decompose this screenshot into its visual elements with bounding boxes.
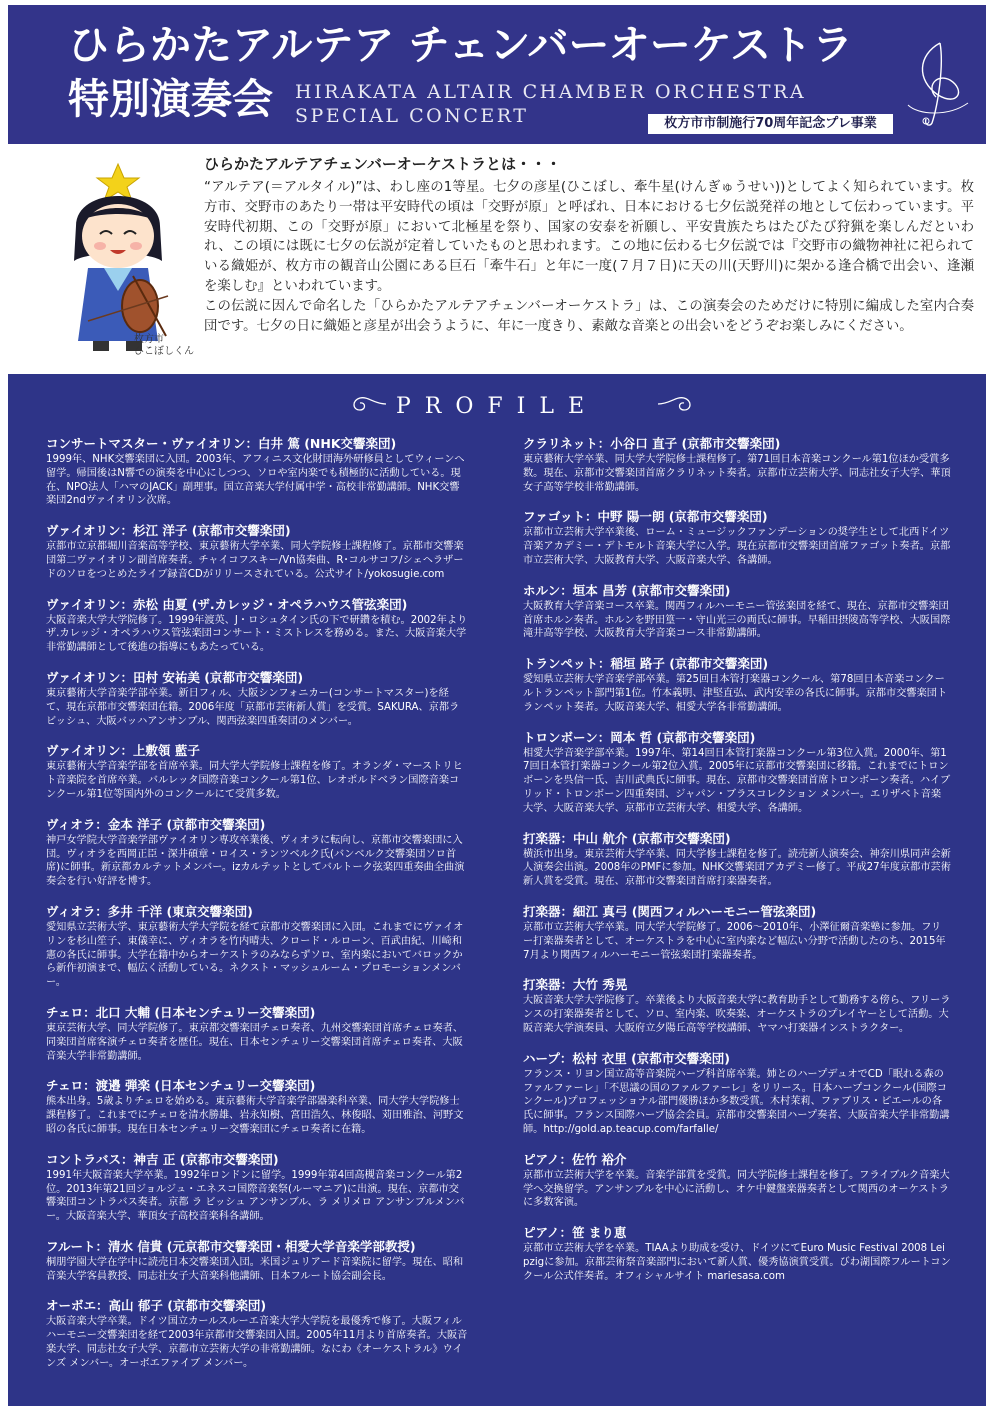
- musician-bio: 大阪教育大学音楽コース卒業。関西フィルハーモニー管弦楽団を経て、現在、京都市交響楽団首席ホルン奏者。ホルンを野田篁一・守山光三の両氏に師事。早稲田摂陵高等学校、大阪国際滝井高等学校、大阪教育大学音楽コース非常勤講師。: [523, 600, 951, 640]
- profile-entry: [523, 1152, 951, 1210]
- profile-entry: [46, 1152, 468, 1224]
- musician-name: ハープ：松村 衣里 (京都市交響楽団): [523, 1050, 731, 1066]
- profile-entry: [46, 597, 468, 655]
- musician-bio: 東京芸術大学、同大学院修了。東京都交響楽団チェロ奏者、九州交響楽団首席チェロ奏者、同楽団首席客演チェロ奏者を歴任。現在、日本センチュリー交響楽団首席チェロ奏者、大阪音楽大学非常勤講師。: [46, 1022, 464, 1062]
- musician-bio: 大阪音楽大学卒業。ドイツ国立カールスルーエ音楽大学大学院を最優秀で修了。大阪フィルハーモニー交響楽団を経て2003年京都市交響楽団入団。2005年11月より首席奏者。大阪音楽大学、同志社女子大学、京都市立芸術大学の非常勤講師。なにわ《オーケストラル》ウインズ メンバー。オーボエファイブ メンバー。: [46, 1316, 468, 1369]
- musician-name: チェロ：北口 大輔 (日本センチュリー交響楽団): [46, 1004, 316, 1020]
- profile-entry: [523, 977, 951, 1035]
- musician-bio: 1999年、NHK交響楽団に入団。2003年、アフィニス文化財団海外研修員としてウィーンへ留学。帰国後はN響での演奏を中心にしつつ、ソロや室内楽でも積極的に活動している。現在、NPO法人「ハマのJACK」副理事。国立音楽大学付属中学・高校非常勤講師。NHK交響楽団2ndヴァイオリン次席。: [46, 454, 465, 507]
- title-english-line2: SPECIAL CONCERT: [295, 105, 529, 127]
- musician-name: トランペット：稲垣 路子 (京都市交響楽団): [523, 656, 769, 672]
- header-banner: [8, 5, 986, 144]
- intro-heading: ひらかたアルテアチェンバーオーケストラとは・・・: [204, 155, 562, 173]
- profile-entry: [523, 730, 951, 816]
- musician-name: オーボエ：高山 郁子 (京都市交響楽団): [46, 1298, 267, 1314]
- musician-name: ヴァイオリン：田村 安祐美 (京都市交響楽団): [46, 669, 304, 685]
- musician-bio: 京都市立京都堀川音楽高等学校、東京藝術大学卒業、同大学院修士課程修了。京都市交響楽団第二ヴァイオリン副首席奏者。チャイコフスキー/Vn協奏曲、R･コルサコフ/シェヘラザードのソロをつとめたライブ録音CDがリリースされている。公式サイト/yokosugie.com: [46, 541, 464, 580]
- profile-column-right: [523, 436, 951, 1298]
- profile-entry: [46, 817, 468, 889]
- musician-bio: 京都市立芸術大学卒業後、ローム・ミュージックファンデーションの奨学生として北西ドイツ音楽アカデミー・デトモルト音楽大学に入学。現在京都市交響楽団首席ファゴット奏者。京都市立芸術大学、大阪教育大学、大阪音楽大学、各講師。: [523, 527, 951, 566]
- musician-bio: 神戸女学院大学音楽学部ヴァイオリン専攻卒業後、ヴィオラに転向し、京都市交響楽団に入団。ヴィオラを西岡正臣・深井碩章・ロイス・ランツベルク氏(バンベルク交響楽団ソロ首席)に師事。新京都カルテットメンバー。izカルテットとしてバルトーク弦楽四重奏曲全曲演奏会を行い好評を博す。: [46, 834, 465, 888]
- musician-name: コントラバス：神吉 正 (京都市交響楽団): [46, 1151, 279, 1167]
- profile-entry: [523, 583, 951, 641]
- musician-name: ヴィオラ：金本 洋子 (京都市交響楽団): [46, 816, 266, 832]
- musician-bio: 桐朋学園大学在学中に読売日本交響楽団入団。米国ジュリアード音楽院に留学。現在、昭和音楽大学客員教授、同志社女子大音楽科他講師、日本フルート協会副会長。: [46, 1256, 464, 1282]
- musician-bio: 愛知県立芸術大学音楽学部卒業。第25回日本管打楽器コンクール、第78回日本音楽コンクールトランペット部門第1位。竹本義明、津堅直弘、武内安幸の各氏に師事。京都市交響楽団トランペット奏者。大阪音楽大学、相愛大学各非常勤講師。: [523, 674, 948, 713]
- profile-entry: [46, 523, 468, 581]
- musician-name: フルート：清水 信貴 (元京都市交響楽団・相愛大学音楽学部教授): [46, 1238, 416, 1254]
- profile-entry: [523, 831, 951, 889]
- musician-name: ヴァイオリン：杉江 洋子 (京都市交響楽団): [46, 523, 291, 539]
- musician-bio: 京都市立芸術大学を卒業。音楽学部賞を受賞。同大学院修士課程を修了。フライブルク音楽大学へ交換留学。アンサンブルを中心に活動し、オケ中鍵盤楽器奏者として関西のオーケストラに多数客演。: [523, 1169, 950, 1209]
- profile-entry: [46, 1005, 468, 1063]
- title-english-line1: HIRAKATA ALTAIR CHAMBER ORCHESTRA: [295, 81, 807, 103]
- profile-entry: [46, 1298, 468, 1370]
- musician-bio: 京都市立芸術大学を卒業。TIAAより助成を受け、ドイツにてEuro Music Festival 2008 Leipzigに参加。京都芸術祭音楽部門において新人賞、優秀協演賞受賞。びわ湖国際フルートコンクール公式伴奏者。オフィシャルサイト mariesasa.com: [523, 1243, 951, 1282]
- musician-name: ホルン：垣本 昌芳 (京都市交響楽団): [523, 582, 731, 598]
- profile-entry: [523, 509, 951, 567]
- musician-bio: 大阪音楽大学大学院修了。1999年渡英、J・ロシュタイン氏の下で研鑽を積む。2002年よりザ.カレッジ・オペラハウス管弦楽団コンサート・ミストレスを務める。また、大阪音楽大学非常勤講師として後進の指導にもあたっている。: [46, 614, 468, 654]
- profile-entry: [46, 1078, 468, 1136]
- profile-entry: [523, 904, 951, 962]
- ornament-swirl-right-icon: [656, 390, 706, 418]
- profile-entry: [523, 1225, 951, 1283]
- hikoboshi-kun-mascot-icon: [48, 156, 188, 356]
- musician-bio: フランス・リヨン国立高等音楽院ハープ科首席卒業。姉とのハープデュオでCD「眠れる森のファルファーレ」「不思議の国のファルファーレ」をリリース。日本ハープコンクール(国際コンクール)プロフェッショナル部門優勝ほか多数受賞。木村茉莉、ファブリス・ピエールの各氏に師事。フランス国際ハープ協会会員。京都市交響楽団ハープ奏者、大阪音楽大学非常勤講師。http://gold.ap.teacup.com/farfalle/: [523, 1068, 950, 1135]
- musician-name: ピアノ：佐竹 裕介: [523, 1151, 627, 1167]
- musician-bio: 熊本出身。5歳よりチェロを始める。東京藝術大学音楽学部器楽科卒業、同大学大学院修士課程修了。これまでにチェロを清水勝雄、岩永知樹、宮田浩久、林俊昭、苅田雅治、河野文昭の各氏に師事。現在日本センチュリー交響楽団にチェロ奏者に在籍。: [46, 1096, 464, 1135]
- title-japanese-line2: 特別演奏会: [68, 75, 273, 123]
- profile-entry: [523, 1051, 951, 1137]
- musician-bio: 横浜市出身。東京芸術大学卒業、同大学修士課程を修了。読売新人演奏会、神奈川県同声会新人演奏会出演。2008年のPMFに参加。NHK交響楽団アカデミー修了。平成27年度京都市芸術新人賞を受賞。現在、京都市交響楽団首席打楽器奏者。: [523, 848, 951, 888]
- profile-heading: PROFILE: [395, 394, 599, 419]
- musician-bio: 愛知県立芸術大学、東京藝術大学大学院を経て京都市交響楽団に入団。これまでにヴァイオリンを杉山笙子、東儀幸に、ヴィオラを竹内晴夫、クロード・ルローン、百武由紀、川崎和憲の各氏に師事。大学在籍中からオーケストラのみならずソロ、室内楽においてバロックから新作初演まで、幅広く活動している。ネクスト・マッシュルーム・プロモーションメンバー。: [46, 921, 464, 989]
- intro-section: [8, 146, 986, 368]
- musician-bio: 1991年大阪音楽大学卒業。1992年ロンドンに留学。1999年第4回高槻音楽コンクール第2位。2013年第21回ジョルジュ・エネスコ国際音楽祭(ルーマニア)に出演。現在、京都市交響楽団コントラバス奏者。京都 ラ ビッシュ アンサンブル、ラ メリメロ アンサンブルメンバー。大阪音楽大学、華頂女子高校音楽科各講師。: [46, 1169, 465, 1223]
- musician-bio: 東京藝術大学音楽学部を首席卒業。同大学大学院修士課程を修了。オランダ・マーストリヒト音楽院を首席卒業。バルレッタ国際音楽コンクール第1位、レオポルドベラン国際音楽コンクール第1位等国内外のコンクールにて受賞多数。: [46, 761, 463, 800]
- musician-name: コンサートマスター・ヴァイオリン：白井 篤 (NHK交響楽団): [46, 436, 397, 451]
- mascot-caption: 枚方市 ひこぼしくん: [134, 334, 194, 357]
- musician-bio: 東京藝術大学音楽学部卒業。新日フィル、大阪シンフォニカー(コンサートマスター)を経て、現在京都市交響楽団在籍。2006年度「京都市芸術新人賞」を受賞。SAKURA、京都ラビッシュ、大阪バッハアンサンブル、関西弦楽四重奏団のメンバー。: [46, 687, 460, 727]
- musician-name: チェロ：渡邉 弾楽 (日本センチュリー交響楽団): [46, 1078, 316, 1094]
- profile-entry: [46, 670, 468, 728]
- musician-name: ファゴット：中野 陽一朗 (京都市交響楽団): [523, 509, 768, 525]
- intro-body: [204, 178, 974, 336]
- profile-section: [8, 374, 986, 1406]
- musician-name: ピアノ：笹 まり恵: [523, 1225, 627, 1241]
- profile-entry: [523, 656, 951, 714]
- musician-bio: 大阪音楽大学大学院修了。卒業後より大阪音楽大学に教育助手として勤務する傍ら、フリーランスの打楽器奏者として、ソロ、室内楽、吹奏楽、オーケストラのプレイヤーとして活動。大阪音楽大学演奏員、大阪府立夕陽丘高等学校講師、ヤマハ打楽器インストラクター。: [523, 995, 951, 1034]
- profile-column-left: [46, 436, 468, 1386]
- profile-entry: [523, 436, 951, 494]
- musician-name: クラリネット：小谷口 直子 (京都市交響楽団): [523, 436, 781, 451]
- profile-entry: [46, 1239, 468, 1284]
- musician-name: 打楽器：細江 真弓 (関西フィルハーモニー管弦楽団): [523, 903, 817, 919]
- intro-paragraph: “アルテア(＝アルタイル)”は、わし座の1等星。七夕の彦星(ひこぼし、牽牛星(けんぎゅうせい))としてよく知られています。枚方市、交野市のあたり一帯は平安時代の頃は「交野が原」と呼ばれ、日本における七夕伝説発祥の地として伝わっています。平安時代初期、この「交野が原」において北極星を祭り、国家の安泰を祈願し、平安貴族たちはたびたび狩猟を楽しんだといわれ、この頃には既に七夕の伝説が定着していたものと思われます。この地に伝わる七夕伝説では『交野市の織物神社に祀られている織姫が、枚方市の観音山公園にある巨石「牽牛石」と年に一度(７月７日)に天の川(天野川)に架かる逢合橋で出会い、逢瀬を楽しむ』といわれています。: [204, 180, 974, 294]
- intro-paragraph: この伝説に因んで命名した「ひらかたアルテアチェンバーオーケストラ」は、この演奏会のためだけに特別に編成した室内合奏団です。七夕の日に織姫と彦星が出会うように、年に一度きり、素敵な音楽との出会いをどうぞお楽しみにください。: [204, 298, 974, 334]
- musician-name: ヴァイオリン：上敷領 藍子: [46, 743, 200, 759]
- musician-name: 打楽器：大竹 秀晃: [523, 977, 628, 993]
- musician-name: ヴァイオリン：赤松 由夏 (ザ.カレッジ・オペラハウス管弦楽団): [46, 596, 408, 612]
- musician-bio: 京都市立芸術大学卒業。同大学大学院修了。2006〜2010年、小澤征爾音楽塾に参加。フリー打楽器奏者として、オーケストラを中心に室内楽など幅広い分野で活動したのち、2015年7月より関西フィルハーモニー管弦楽団打楽器奏者。: [523, 921, 946, 961]
- musician-bio: 相愛大学音楽学部卒業。1997年、第14回日本管打楽器コンクール第3位入賞。2000年、第17回日本管打楽器コンクール第2位入賞。2005年に京都市交響楽団に移籍。これまでにトロンボーンを呉信一氏、吉川武典氏に師事。現在、京都市交響楽団首席トロンボーン奏者。ハイブリッド・トロンボーン四重奏団、ジャパン・ブラスコレクション メンバー。エリザベト音楽大学、大阪音楽大学、京都市立芸術大学、相愛大学、各講師。: [523, 747, 951, 814]
- profile-entry: [46, 436, 468, 508]
- title-japanese-line1: ひらかたアルテア チェンバーオーケストラ: [68, 21, 854, 69]
- musician-name: ヴィオラ：多井 千洋 (東京交響楽団): [46, 903, 253, 919]
- treble-clef-icon: [888, 35, 978, 130]
- commemorative-badge: 枚方市市制施行70周年記念プレ事業: [648, 114, 893, 134]
- profile-entry: [46, 743, 468, 801]
- musician-bio: 東京藝術大学卒業、同大学大学院修士課程修了。第71回日本音楽コンクール第1位ほか受賞多数。現在、京都市交響楽団首席クラリネット奏者。京都市立芸術大学、同志社女子大学、華頂女子高等学校非常勤講師。: [523, 454, 951, 493]
- musician-name: トロンボーン：岡本 哲 (京都市交響楽団): [523, 729, 756, 745]
- musician-name: 打楽器：中山 航介 (京都市交響楽団): [523, 830, 731, 846]
- profile-entry: [46, 904, 468, 990]
